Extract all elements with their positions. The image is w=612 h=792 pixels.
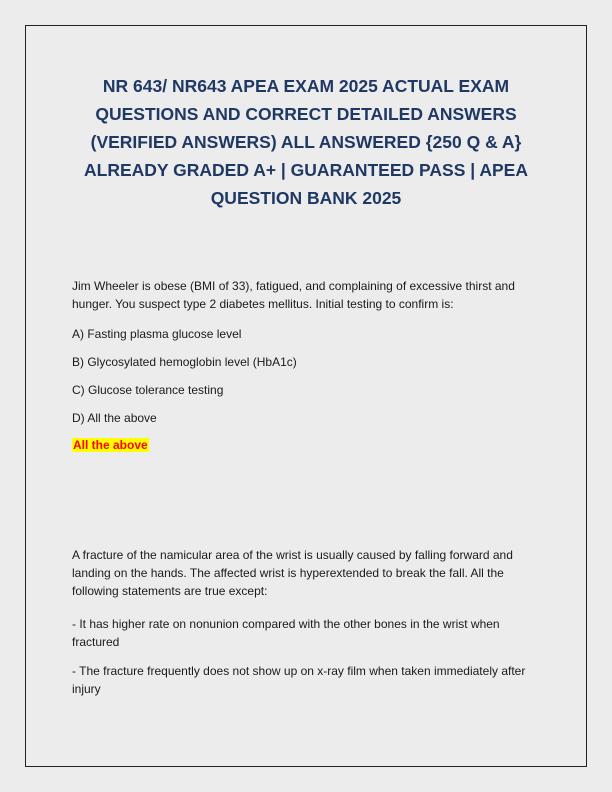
question-1-option-b: B) Glycosylated hemoglobin level (HbA1c): [72, 355, 297, 369]
question-1-answer-line: [72, 436, 542, 454]
question-2-option-1: - It has higher rate on nonunion compared with the other bones in the wrist when fractured: [72, 617, 500, 649]
question-1-answer: All the above: [73, 438, 148, 452]
question-2-option-2: - The fracture frequently does not show up on x-ray film when taken immediately after injury: [72, 664, 526, 696]
question-1-option-d: D) All the above: [72, 411, 157, 425]
question-1-option-c: C) Glucose tolerance testing: [72, 383, 224, 397]
document-title: NR 643/ NR643 APEA EXAM 2025 ACTUAL EXAM QUESTIONS AND CORRECT DETAILED ANSWERS (VERIFIED ANSWERS) ALL ANSWERED {250 Q & A} ALREADY GRADED A+ | GUARANTEED PASS | APEA QUESTION BANK 2025: [84, 76, 528, 208]
question-1-stem: Jim Wheeler is obese (BMI of 33), fatigued, and complaining of excessive thirst and hunger. You suspect type 2 diabetes mellitus. Initial testing to confirm is:: [72, 279, 515, 311]
question-1-option-a: A) Fasting plasma glucose level: [72, 327, 242, 341]
question-2-stem: A fracture of the namicular area of the wrist is usually caused by falling forward and landing on the hands. The affected wrist is hyperextended to break the fall. All the following statements are true except:: [72, 548, 513, 598]
